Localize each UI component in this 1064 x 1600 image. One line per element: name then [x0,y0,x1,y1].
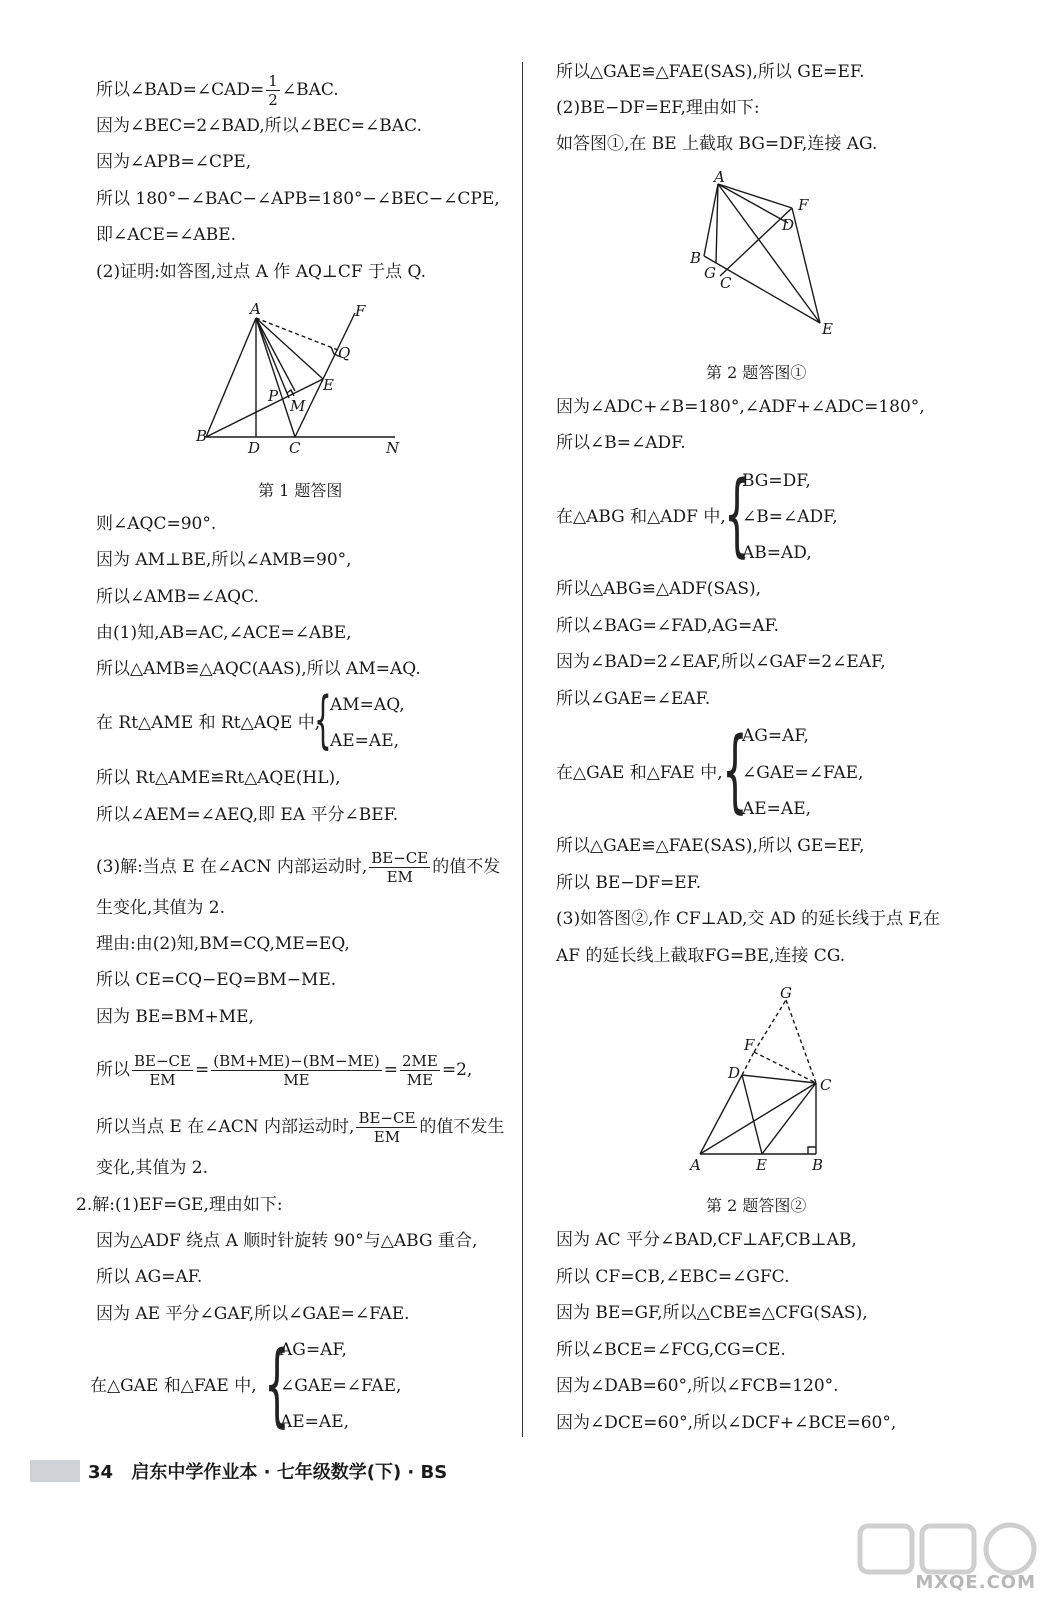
watermark-text: MXQE.COM [915,1572,1036,1593]
text-line: 所以∠GAE=∠EAF. [556,689,711,709]
text-line: 变化,其值为 2. [96,1158,209,1178]
fig1-label-P: P [268,387,279,405]
text-line: 因为∠BAD=2∠EAF,所以∠GAF=2∠EAF, [556,652,886,672]
fig3-label-D: D [728,1064,741,1082]
fraction [211,1052,382,1089]
fraction [356,1109,417,1146]
fig1-label-F: F [355,302,366,320]
text-line: 所以 CE=CQ−EQ=BM−ME. [96,970,337,990]
text-line: 理由:由(2)知,BM=CQ,ME=EQ, [96,934,350,954]
text-line: (3)如答图②,作 CF⊥AD,交 AD 的延长线于点 F,在 [556,909,941,929]
text-line: 所以∠AEM=∠AEQ,即 EA 平分∠BEF. [96,805,399,825]
denominator: 2 [268,91,278,109]
text-line: (2)证明:如答图,过点 A 作 AQ⊥CF 于点 Q. [96,262,427,282]
fig1-label-E: E [323,376,334,394]
text-line: 因为∠BEC=2∠BAD,所以∠BEC=∠BAC. [96,116,422,136]
system-line: ∠B=∠ADF, [742,507,838,527]
fig3-label-A: A [690,1156,701,1174]
denominator: EM [386,868,413,886]
system-line: AE=AE, [742,799,812,819]
figure-3 [686,982,836,1174]
numerator: BE−CE [134,1052,191,1070]
denominator: EM [149,1071,176,1089]
text-line: 因为 AM⊥BE,所以∠AMB=90°, [96,550,352,570]
system-line: AG=AF, [742,726,809,746]
text-line: 由(1)知,AB=AC,∠ACE=∠ABE, [96,623,352,643]
text-line: 所以 Rt△AME≌Rt△AQE(HL), [96,768,341,788]
fig1-label-A: A [250,300,261,318]
fig1-label-N: N [386,439,400,457]
text-line: (2)BE−DF=EF,理由如下: [556,98,760,118]
text-line: 所以∠B=∠ADF. [556,433,686,453]
text-line: 所以△GAE≌△FAE(SAS),所以 GE=EF, [556,836,865,856]
figure-3-caption: 第 2 题答图② [706,1196,807,1215]
text: =2, [441,1060,473,1080]
fig3-label-E: E [756,1156,767,1174]
fig3-label-C: C [820,1076,832,1094]
text-line: 所以 CF=CB,∠EBC=∠GFC. [556,1267,790,1287]
page-footer [30,1458,447,1484]
fig2-label-E: E [822,320,833,338]
text-line: 则∠AQC=90°. [96,514,217,534]
text: 所以∠BAD=∠CAD= [96,80,265,100]
fig2-label-G: G [704,264,716,282]
fig1-label-D: D [248,439,261,457]
column-divider [522,62,523,1437]
text: (3)解:当点 E 在∠ACN 内部运动时, [96,857,368,877]
brace: { [722,718,748,823]
brace: { [314,683,332,756]
fraction [132,1052,193,1089]
fig1-label-Q: Q [338,344,351,362]
fig2-label-B: B [690,249,702,267]
text-line: 因为 BE=GF,所以△CBE≌△CFG(SAS), [556,1303,868,1323]
denominator: ME [283,1071,310,1089]
figure-1 [190,298,420,463]
text-line: 因为 BE=BM+ME, [96,1007,254,1027]
text-line [96,1052,472,1089]
text-line: 因为△ADF 绕点 A 顺时针旋转 90°与△ABG 重合, [96,1231,478,1251]
system-line: AG=AF, [280,1340,347,1360]
denominator: ME [406,1071,434,1089]
text-line: 所以∠BAG=∠FAD,AG=AF. [556,616,780,636]
text-line: 所以△ABG≌△ADF(SAS), [556,579,761,599]
text-line: 2.解:(1)EF=GE,理由如下: [76,1195,283,1215]
text-line: 即∠ACE=∠ABE. [96,225,237,245]
text-line: 因为 AE 平分∠GAF,所以∠GAE=∠FAE. [96,1304,410,1324]
text: ∠BAC. [281,80,339,100]
fig2-label-A: A [714,168,725,186]
numerator: (BM+ME)−(BM−ME) [213,1052,380,1070]
text: 的值不发生 [419,1117,505,1137]
figure-2 [680,168,850,343]
text-line: 在 Rt△AME 和 Rt△AQE 中, [96,713,321,733]
numerator: 1 [268,72,278,90]
text-line: 所以△AMB≌△AQC(AAS),所以 AM=AQ. [96,659,421,679]
figure-2-caption: 第 2 题答图① [706,363,807,382]
fraction [369,849,430,886]
fraction [266,72,280,109]
text-line: 因为∠DCE=60°,所以∠DCF+∠BCE=60°, [556,1413,897,1433]
numerator: BE−CE [371,849,429,867]
figure-1-caption: 第 1 题答图 [258,481,343,500]
numerator: 2ME [401,1052,438,1070]
system-line: ∠GAE=∠FAE, [280,1376,402,1396]
fig1-label-B: B [196,427,208,445]
numerator: BE−CE [358,1109,416,1127]
text-line: 生变化,其值为 2. [96,898,226,918]
text-line: 所以△GAE≌△FAE(SAS),所以 GE=EF. [556,62,865,82]
system-line: AE=AE, [330,731,400,751]
page-number: 34 [88,1462,114,1483]
text-line: 如答图①,在 BE 上截取 BG=DF,连接 AG. [556,134,878,154]
text: 所以当点 E 在∠ACN 内部运动时, [96,1117,355,1137]
text-line [96,1109,504,1146]
text-line: 在△ABG 和△ADF 中, [556,507,726,527]
text-line: 因为 AC 平分∠BAD,CF⊥AF,CB⊥AB, [556,1230,857,1250]
system-line: BG=DF, [742,471,811,491]
brace: { [724,462,750,567]
fig1-label-M: M [290,397,306,415]
fig2-label-F: F [798,196,809,214]
fig2-label-D: D [782,216,795,234]
brace: { [264,1332,290,1437]
system-line: ∠GAE=∠FAE, [742,763,864,783]
text: = [194,1060,210,1080]
text-line: 所以 BE−DF=EF. [556,873,702,893]
fig3-label-F: F [744,1036,755,1054]
text-line: 所以 180°−∠BAC−∠APB=180°−∠BEC−∠CPE, [96,189,500,209]
fig1-label-C: C [289,439,301,457]
fig3-label-G: G [780,984,792,1002]
text-line: 因为∠DAB=60°,所以∠FCB=120°. [556,1376,839,1396]
system-line: AM=AQ, [330,695,405,715]
text-line: 所以∠BCE=∠FCG,CG=CE. [556,1340,786,1360]
text-line: 在△GAE 和△FAE 中, [556,763,723,783]
text-line: 在△GAE 和△FAE 中, [90,1376,257,1396]
fraction [400,1052,440,1089]
text: = [383,1060,398,1080]
text-line [96,849,500,886]
system-line: AE=AE, [280,1412,350,1432]
text-line [96,72,339,109]
text: 的值不发 [432,857,501,877]
fig3-label-B: B [812,1156,824,1174]
system-line: AB=AD, [742,543,812,563]
text-line: AF 的延长线上截取FG=BE,连接 CG. [556,946,846,966]
text-line: 所以∠AMB=∠AQC. [96,587,259,607]
book-title: 启东中学作业本 · 七年级数学(下) · BS [131,1462,448,1483]
denominator: EM [373,1128,401,1146]
text-line: 因为∠ADC+∠B=180°,∠ADF+∠ADC=180°, [556,397,925,417]
text: 所以 [96,1060,130,1080]
fig2-label-C: C [720,274,732,292]
text-line: 所以 AG=AF. [96,1267,203,1287]
text-line: 因为∠APB=∠CPE, [96,152,252,172]
